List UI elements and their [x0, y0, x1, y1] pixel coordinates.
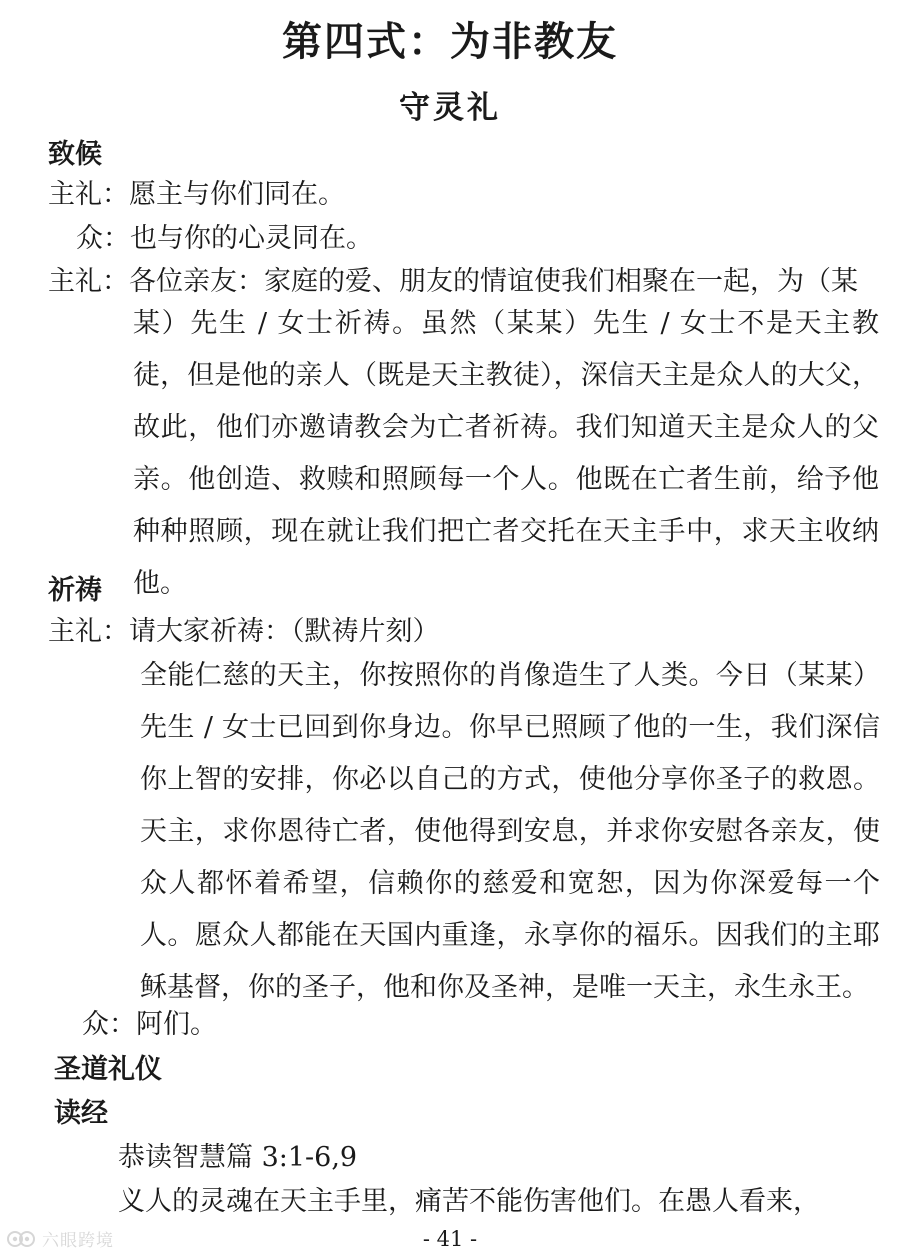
prayer-line-1 [48, 614, 440, 650]
reading-text: 义人的灵魂在天主手里，痛苦不能伤害他们。在愚人看来， [118, 1186, 820, 1217]
section-heading-greeting: 致候 [48, 139, 102, 170]
dialogue-text: 各位亲友：家庭的爱、朋友的情谊使我们相聚在一起，为（某 [129, 266, 858, 297]
page-number: - 41 - [422, 1227, 478, 1251]
greeting-paragraph: 某）先生 / 女士祈祷。虽然（某某）先生 / 女士不是天主教徒，但是他的亲人（既是天主教徒），深信天主是众人的大父，故此，他们亦邀请教会为亡者祈祷。我们知道天主是众人的父亲。他创造、救赎和照顾每一个人。他既在亡者生前，给予他种种照顾，现在就让我们把亡者交托在天主手中，求天主收纳他。 [133, 308, 879, 599]
prayer-paragraph: 全能仁慈的天主，你按照你的肖像造生了人类。今日（某某）先生 / 女士已回到你身边。你早已照顾了他的一生，我们深信你上智的安排，你必以自己的方式，使他分享你圣子的救恩。天主，求你恩待亡者，使他得到安息，并求你安慰各亲友，使众人都怀着希望，信赖你的慈爱和宽恕，因为你深爱每一个人。愿众人都能在天国内重逢，永享你的福乐。因我们的主耶稣基督，你的圣子，他和你及圣神，是唯一天主，永生永王。 [140, 660, 880, 1003]
greeting-line-1 [48, 177, 345, 213]
watermark-logo-icon [6, 1229, 36, 1249]
reading-reference: 恭读智慧篇 3:1-6,9 [118, 1142, 358, 1173]
speaker-label: 主礼： [48, 179, 129, 210]
section-heading-prayer: 祈祷 [48, 575, 102, 606]
section-heading-reading: 读经 [54, 1098, 108, 1129]
dialogue-text: 也与你的心灵同在。 [130, 223, 373, 254]
greeting-line-2 [76, 221, 373, 257]
dialogue-text: 愿主与你们同在。 [129, 179, 345, 210]
section-heading-liturgy: 圣道礼仪 [54, 1054, 162, 1085]
prayer-response [82, 1007, 217, 1043]
speaker-label: 主礼： [48, 266, 129, 297]
speaker-label: 众： [82, 1009, 136, 1040]
watermark [6, 1226, 114, 1251]
dialogue-text: 请大家祈祷：（默祷片刻） [129, 616, 440, 647]
dialogue-text: 阿们。 [136, 1009, 217, 1040]
page-subtitle: 守灵礼 [399, 90, 501, 126]
speaker-label: 众： [76, 223, 130, 254]
watermark-text: 六眼跨境 [42, 1231, 114, 1251]
greeting-line-3 [48, 264, 858, 300]
speaker-label: 主礼： [48, 616, 129, 647]
page-title: 第四式：为非教友 [282, 19, 618, 65]
